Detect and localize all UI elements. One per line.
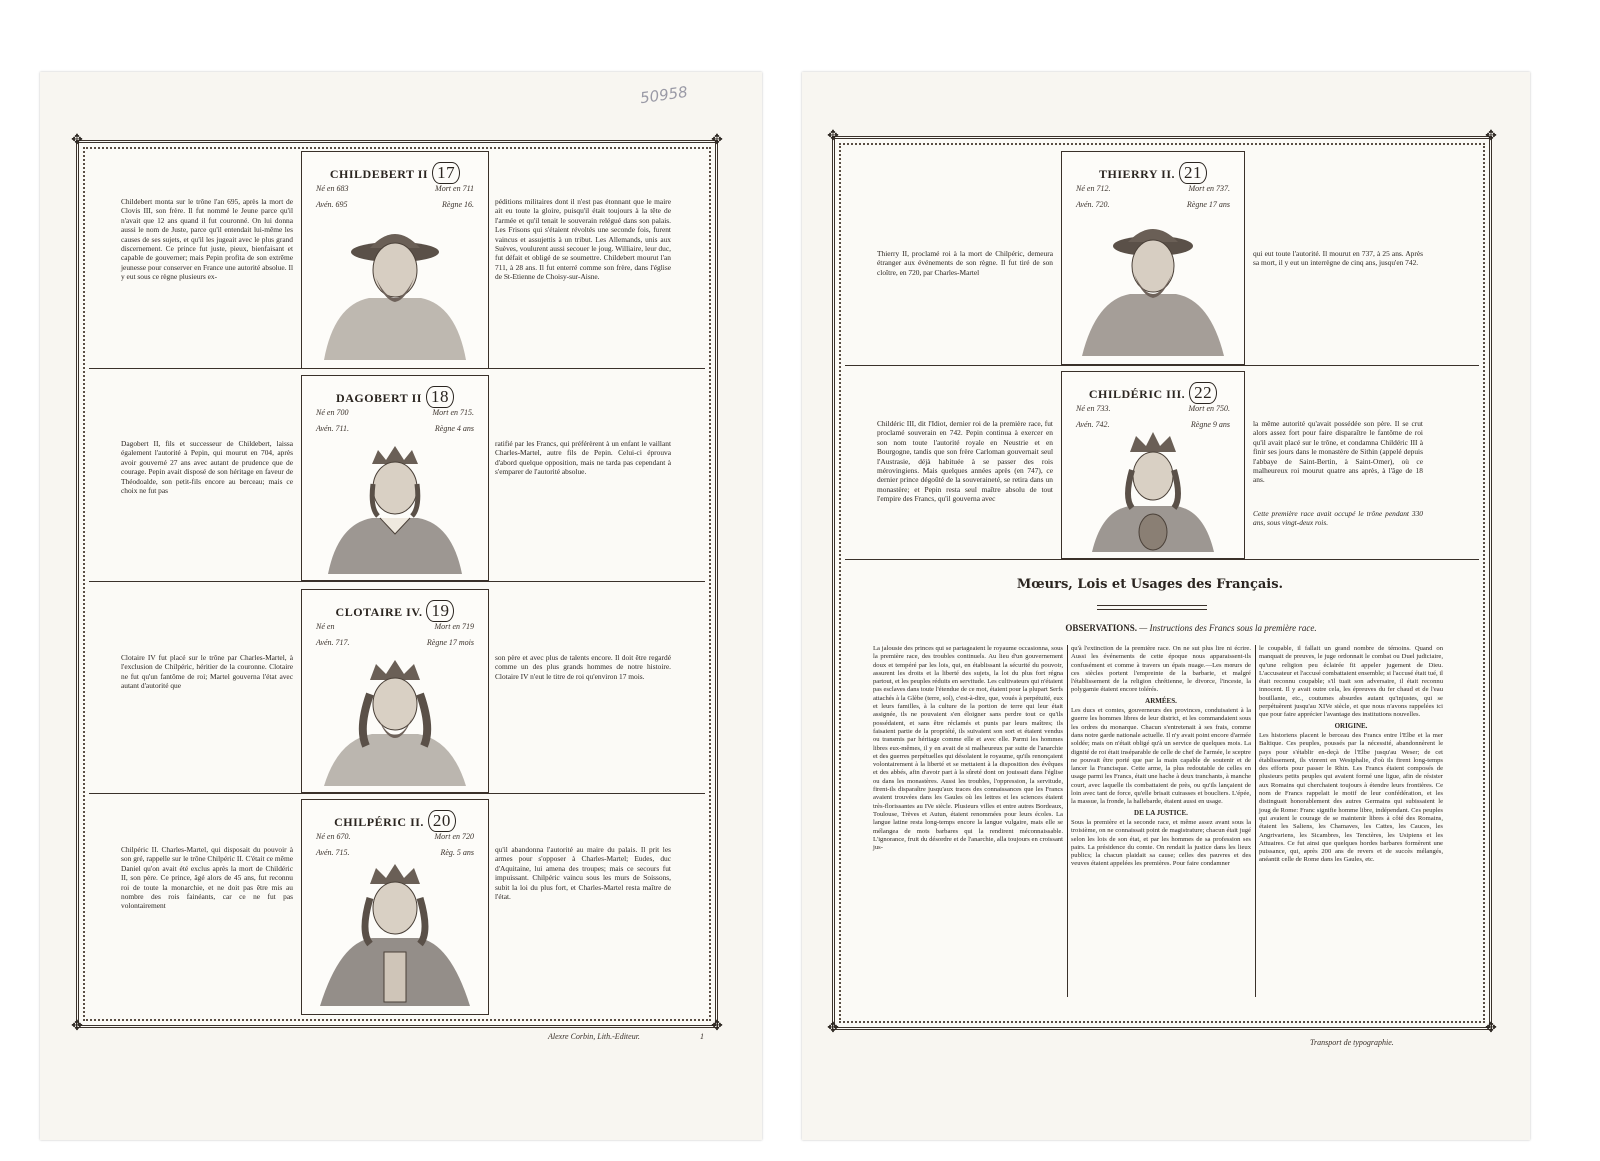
observations-label: OBSERVATIONS. xyxy=(1065,623,1138,633)
section-title-divider xyxy=(1097,605,1207,610)
king-19-number: 19 xyxy=(426,600,454,622)
left-sheet xyxy=(40,72,762,1140)
king-18-accession: Avén. 711. xyxy=(316,424,349,433)
king-20-text-right: qu'il abandonna l'autorité au maire du palais. Il prit les armes pour s'opposer à Charles-Martel; Eudes, duc d'Aquitaine, lui amena des troupes; mais ce secours fut impuissant. Chilpéric vaincu sous les murs de Soissons, subit la loi du plus fort, et Charles-Martel resta maître de l'état. xyxy=(495,845,671,902)
right-sheet xyxy=(802,72,1530,1140)
king-17-number: 17 xyxy=(432,162,460,184)
king-22-portrait-engraving xyxy=(1074,420,1232,552)
king-20-reign: Règ. 5 ans xyxy=(440,848,474,857)
left-ornamental-frame: ✥ ✥ ✥ ✥ Childebert monta sur le trône l'an 695, après la mort de Clovis III, son frère. Il fut nommé le Jeune parce qu'il n'avait que 12 ans quand il fut couronné. On lui donna aussi le nom de Juste, parce qu'il entendait lui-même les causes de ses sujets, et qu'il les jugeait avec le plus grand discernement. Ce prince fut juste, pieux, bienfaisant et capable de gouverner; mais Pepin profita de son extrême jeunesse pour conserver en France une autorité absolue. Il y eut sous ce règne plusieurs ex- CHILDEBERT II 17 Né en 683 Mort en 711 Avén. 695 Règne 16. péditions militaires dont il n'est pas étonnant que le maire ait eu toute la gloire, puisqu'il était toujours à la tête de l'armée et qu'il tenait le souverain relégué dans son palais. Les Frisons qui s'étaient révoltés une seconde fois, furent vaincus et assujettis à un tribut. Les Allemands, unis aux Suèves, voulurent aussi secouer le joug. Williaire, leur duc, fut défait et obligé de se soumettre. Childebert mourut l'an 711, à 28 ans. Il fut enterré comme son frère, dans l'église de St-Etienne de Choisy-sur-Aisne. Dagobert II, fils et successeur de Childebert, laissa également l'autorité à Pepin, qui mourut en 704, après avoir gouverné 27 ans avec autant de prudence que de courage. Pepin avait disposé de son héritage en faveur de Théodoalde, son petit-fils encore au berceau; mais ce choix ne fut pas DAGOBERT II 18 Né en 700 Mort en 715. Avén. 711. Règne 4 ans ratifié par les Francs, qui préférèrent à un enfant le vaillant Charles-Martel, autre fils de Pepin. Celui-ci éprouva d'abord quelque opposition, mais ne tarda pas cependant à s'emparer de l'autorité absolue. Clotaire IV fut placé sur le trône par Charles-Martel, à l'exclusion de Chilpéric, héritier de la couronne. Clotaire ne fut qu'un fantôme de roi; Martel gouverna l'état avec autant d'autorité que CLOTAIRE IV. 19 Né en Mort en 719 Avén. 717. Règne 17 mois son père et avec plus de talents encore. Il doit être regardé comme un des plus grands hommes de notre histoire. Clotaire IV n'eut le titre de roi qu'environ 17 mois. Chilpéric II. Charles-Martel, qui disposait du pouvoir à son gré, rappelle sur le trône Chilpéric II. C'était ce même Daniel qu'on avait été exclus après la mort de Childéric II, son père. Ce prince, âgé alors de 45 ans, fut reconnu roi de toute la monarchie, et ne doit pas être mis au nombre des rois fainéants, car ce ne fut pas volontairement CHILPÉRIC II. 20 Né en 670. Mort en 720 Avén. 715. Règ. 5 ans qu'il abandonna l'autorité au maire du palais. Il prit les armes pour s'opposer à Charles-Martel; Eudes, duc d'Aquitaine, lui amena des troupes; mais ce secours fut impuissant. Chilpéric vaincu sous les murs de Soissons, subit la loi du plus fort, et Charles-Martel resta maître de l'état. xyxy=(71,133,723,1034)
king-18-died: Mort en 715. xyxy=(432,408,474,417)
right-ornamental-frame: ✥ ✥ ✥ ✥ Thierry II, proclamé roi à la mort de Chilpéric, demeura étranger aux événements de son règne. Il fut tiré de son cloître, en 720, par Charles-Martel THIERRY II. 21 Né en 712. Mort en 737. Avén. 720. Règne 17 ans qui eut toute l'autorité. Il mourut en 737, à 25 ans. Après sa mort, il y eut un interrègne de cinq ans, jusqu'en 742. Childéric III, dit l'Idiot, dernier roi de la première race, fut proclamé souverain en 742. Pepin continua à exercer en son nom toute l'autorité royale en Neustrie et en Bourgogne, tandis que son frère Carloman gouvernait seul l'Austrasie, déjà habituée à se passer des rois mérovingiens. Mais quelques années après (en 747), ce dernier prince dégoûté de la souveraineté, se retira dans un monastère; et Pepin resta seul maître absolu de tout l'empire des Francs, qu'il gouverna avec CHILDÉRIC III. 22 Né en 733. Mort en 750. Avén. 742. Règne 9 ans la même autorité qu'avait possédée son père. Il se crut alors assez fort pour faire disparaître le fantôme de roi qu'il avait placé sur le trône, et condamna Childéric III à finir ses jours dans le monastère de Sithin (appelé depuis l'abbaye de Saint-Bertin, à Saint-Omer), où ce malheureux roi mourut quatre ans après, à l'âge de 18 ans. Cette première race avait occupé le trône pendant 330 ans, sous vingt-deux rois. Mœurs, Lois et Usages des Français. OBSERVATIONS. — Instructions des Francs sous la première race. La jalousie des princes qui se partageaient le royaume occasionna, sous la première race, des troubles continuels. Au lieu d'un gouvernement doux et tempéré par les lois, qui, en établissant la sécurité du pouvoir, assurent les droits et la liberté des sujets, la loi du plus fort régna partout, et les peuples réduits en servitude. Les cultivateurs qui n'étaient pas esclaves dans toute l'étendue de ce mot, étaient pour la plupart Serfs attachés à la Glèbe (terre, sol), c'est-à-dire, que, voués à perpétuité, eux et leurs familles, à la culture de la portion de terre qui leur était assignée, ils ne pouvaient s'en éloigner sans perdre tout ce qu'ils possédaient, et sans être réclamés et punis par leurs maîtres; ils faisaient partie de la propriété, ils suivaient son sort et étaient vendus ou transmis par héritage comme elle et avec elle. Parmi les hommes libres eux-mêmes, il y en avait de si malheureux par suite de l'anarchie et des guerres perpétuelles qui désolaient le royaume, qu'ils renonçaient volontairement à la liberté et se mettaient à la disposition des évêques et des abbés, afin d'avoir part à la sûreté dont on jouissait dans l'église ou dans les monastères. Aussi les troubles, l'oppression, la servitude, firent-ils disparaître jusqu'aux traces des connaissances que les Francs avaient trouvées dans les Gaules où les lettres et les sciences étaient très-florissantes au IVe siècle. Plusieurs villes et entre autres Bordeaux, Toulouse, Trèves et Autun, étaient renommées pour leurs écoles. La langue latine resta long-temps encore la langue vulgaire, mais elle se mélangea de mots barbares qui la rendirent méconnaissable. L'ignorance, fruit du désordre et de l'anarchie, alla toujours en croissant jus- qu'à l'extinction de la première race. On ne sut plus lire ni écrire. Aussi les événements de cette époque nous apparaissent-ils confusément et comme à travers un épais nuage.—Les mœurs de ces siècles portent l'empreinte de la barbarie, et malgré l'établissement de la religion chrétienne, le divorce, l'inceste, la polygamie étaient encore tolérés. ARMÉES. Les ducs et comtes, gouverneurs des provinces, conduisaient à la guerre les hommes libres de leur district, et les commandaient sous les ordres du monarque. Chacun s'entretenait à ses frais, comme dans notre garde nationale actuelle. Il n'y avait point encore d'armée soldée; mais on n'était obligé qu'à un service de quelques mois. La dignité de roi était inséparable de celle de chef de l'armée, le sceptre ne pouvait être porté que par la main capable de soutenir et de lancer la Francisque. Cette arme, la plus redoutable de celles en usage parmi les Francs, était une hache à deux tranchants, à manche court, avec laquelle ils combattaient de près, ou qu'ils lançaient de loin avec tant de force, qu'elle brisait cuirasses et boucliers. L'épée, la massue, la fronde, la hallebarde, étaient aussi en usage. DE LA JUSTICE. Sous la première et la seconde race, et même assez avant sous la troisième, on ne connaissait point de magistrature; chacun était jugé selon les lois de son état, et par les hommes de sa profession ses pairs. La présidence du comte. On rendait la justice dans les lieux publics; la chacun plaidait sa cause; celles des pauvres et des veuves étaient appelées les premières. Pour faire condamner le coupable, il fallait un grand nombre de témoins. Quand on manquait de preuves, le juge ordonnait le combat ou Duel judiciaire, qu'une religion peu éclairée fit appeler jugement de Dieu. L'accusateur et l'accusé combattaient ensemble; si l'accusé était tué, il était reconnu coupable; s'il tuait son adversaire, il était reconnu innocent. Il y avait outre cela, les épreuves du fer chaud et de l'eau bouillante, etc., coutumes absurdes autant qu'injustes, qui se perpétuèrent jusqu'au XIVe siècle, et que nous n'avons rappelées ici que pour faire apprécier l'avantage des institutions nouvelles. ORIGINE. Les historiens placent le berceau des Francs entre l'Elbe et la mer Baltique. Ces peuples, poussés par la nécessité, abandonnèrent le pays pour s'établir en-deçà de l'Elbe jusqu'au Weser; de cet établissement, ils vinrent en Westphalie, d'où ils firent long-temps des efforts pour passer le Rhin. Les Francs étaient composés de plusieurs petits peuples qui avaient formé une ligue, afin de résister aux Romains qui cherchaient toujours à étendre leurs frontières. Ce nom de Francs rappelait le motif de leur confédération, et les distinguait honorablement des autres Germains qui subissaient le joug de Rome: Franc signifie homme libre, indépendant. Ces peuples qui avaient le courage de se maintenir libres à côté des Romains, étaient les Saliens, les Chamaves, les Cattes, les Cauces, les Angrivariens, les Sicambres, les Tenctères, les Usipiens et les Attuaires. Ce fut ainsi que quelques hordes barbares formèrent une puissance, qui, après 200 ans de revers et de succès mélangés, anéantit celle de Rome dans les Gaules, etc. xyxy=(827,129,1497,1036)
king-20-number: 20 xyxy=(428,810,456,832)
justice-heading: DE LA JUSTICE. xyxy=(1134,808,1188,817)
king-18-reign: Règne 4 ans xyxy=(434,424,474,433)
king-21-portrait-engraving xyxy=(1074,200,1232,356)
king-21-reign: Règne 17 ans xyxy=(1186,200,1230,209)
king-18-name: DAGOBERT II xyxy=(336,391,422,405)
king-19-reign: Règne 17 mois xyxy=(426,638,474,647)
king-22-text-note: Cette première race avait occupé le trône pendant 330 ans, sous vingt-deux rois. xyxy=(1253,509,1423,528)
king-21-text-right: qui eut toute l'autorité. Il mourut en 737, à 25 ans. Après sa mort, il y eut un interrègne de cinq ans, jusqu'en 742. xyxy=(1253,249,1423,268)
king-17-text-left: Childebert monta sur le trône l'an 695, après la mort de Clovis III, son frère. Il fut nommé le Jeune parce qu'il n'avait que 12 ans quand il fut couronné. On lui donna aussi le nom de Juste, parce qu'il entendait lui-même les causes de ses sujets, et qu'il les jugeait avec le plus grand discernement. Ce prince fut juste, pieux, bienfaisant et capable de gouverner; mais Pepin profita de son extrême jeunesse pour conserver en France une autorité absolue. Il y eut sous ce règne plusieurs ex- xyxy=(121,197,293,282)
king-21-born: Né en 712. xyxy=(1076,184,1111,193)
king-19-text-left: Clotaire IV fut placé sur le trône par Charles-Martel, à l'exclusion de Chilpéric, héritier de la couronne. Clotaire ne fut qu'un fantôme de roi; Martel gouverna l'état avec autant d'autorité que xyxy=(121,653,293,691)
king-21-number: 21 xyxy=(1179,162,1207,184)
observations-column-3 xyxy=(1259,645,1443,865)
king-20-accession: Avén. 715. xyxy=(316,848,350,857)
left-footer-page-number: 1 xyxy=(700,1032,704,1041)
handwritten-inventory-note: 50958 xyxy=(638,82,689,108)
origine-heading: ORIGINE. xyxy=(1334,721,1368,730)
right-footer-note: Transport de typographie. xyxy=(1310,1038,1394,1047)
king-19-text-right: son père et avec plus de talents encore. Il doit être regardé comme un des plus grands hommes de notre histoire. Clotaire IV n'eut le titre de roi qu'environ 17 mois. xyxy=(495,653,671,681)
king-18-text-left: Dagobert II, fils et successeur de Childebert, laissa également l'autorité à Pepin, qui mourut en 704, après avoir gouverné 27 ans avec autant de prudence que de courage. Pepin avait disposé de son héritage en faveur de Théodoalde, son petit-fils encore au berceau; mais ce choix ne fut pas xyxy=(121,439,293,496)
observations-column-2 xyxy=(1071,645,1251,869)
king-18-born: Né en 700 xyxy=(316,408,349,417)
king-20-died: Mort en 720 xyxy=(434,832,474,841)
king-19-portrait-engraving xyxy=(314,638,476,786)
armees-heading: ARMÉES. xyxy=(1145,696,1177,705)
king-21-text-left: Thierry II, proclamé roi à la mort de Chilpéric, demeura étranger aux événements de son règne. Il fut tiré de son cloître, en 720, par Charles-Martel xyxy=(877,249,1053,277)
left-footer-publisher: Alexre Corbin, Lith.-Editeur. xyxy=(548,1032,640,1041)
king-20-name: CHILPÉRIC II. xyxy=(334,815,424,829)
king-19-born: Né en xyxy=(316,622,335,631)
king-17-portrait-panel xyxy=(301,151,489,369)
king-19-name: CLOTAIRE IV. xyxy=(335,605,423,619)
justice-text: Sous la première et la seconde race, et même assez avant sous la troisième, on ne connaissait point de magistrature; chacun était jugé selon les lois de son état, et par les hommes de sa profession ses pairs. La présidence du comte. On rendait la justice dans les lieux publics; la chacun plaidait sa cause; celles des pauvres et des veuves étaient appelées les premières. Pour faire condamner xyxy=(1071,818,1251,868)
king-18-portrait-panel xyxy=(301,375,489,581)
col2-intro-text: qu'à l'extinction de la première race. On ne sut plus lire ni écrire. Aussi les événements de cette époque nous apparaissent-ils confusément et comme à travers un épais nuage.—Les mœurs de ces siècles portent l'empreinte de la barbarie, et malgré l'établissement de la religion chrétienne, le divorce, l'inceste, la polygamie étaient encore tolérés. xyxy=(1071,645,1251,694)
king-22-died: Mort en 750. xyxy=(1188,404,1230,413)
king-17-reign: Règne 16. xyxy=(442,200,474,209)
king-19-accession: Avén. 717. xyxy=(316,638,350,647)
king-20-portrait-engraving xyxy=(314,848,476,1006)
observations-subtitle: — Instructions des Francs sous la première race. xyxy=(1139,623,1317,633)
section-title: Mœurs, Lois et Usages des Français. xyxy=(1016,577,1284,592)
king-21-died: Mort en 737. xyxy=(1188,184,1230,193)
king-22-born: Né en 733. xyxy=(1076,404,1111,413)
observations-column-1 xyxy=(873,645,1063,852)
king-20-text-left: Chilpéric II. Charles-Martel, qui disposait du pouvoir à son gré, rappelle sur le trône Chilpéric II. C'était ce même Daniel qu'on avait été exclus après la mort de Childéric II, son père. Ce prince, âgé alors de 45 ans, fut reconnu roi de toute la monarchie, et ne doit pas être mis au nombre des rois fainéants, car ce ne fut pas volontairement xyxy=(121,845,293,911)
king-17-text-right: péditions militaires dont il n'est pas étonnant que le maire ait eu toute la gloire, puisqu'il était toujours à la tête de l'armée et qu'il tenait le souverain relégué dans son palais. Les Frisons qui s'étaient révoltés une seconde fois, furent vaincus et assujettis à un tribut. Les Allemands, unis aux Suèves, voulurent aussi secouer le joug. Williaire, leur duc, fut défait et obligé de se soumettre. Childebert mourut l'an 711, à 28 ans. Il fut enterré comme son frère, dans l'église de St-Etienne de Choisy-sur-Aisne. xyxy=(495,197,671,282)
king-22-text-left: Childéric III, dit l'Idiot, dernier roi de la première race, fut proclamé souverain en 742. Pepin continua à exercer en son nom toute l'autorité royale en Neustrie et en Bourgogne, tandis que son frère Carloman gouvernait seul l'Austrasie, déjà habituée à se passer des rois mérovingiens. Mais quelques années après (en 747), ce dernier prince dégoûté de la souveraineté, se retira dans un monastère; et Pepin resta seul maître absolu de tout l'empire des Francs, qu'il gouverna avec xyxy=(877,419,1053,504)
king-22-accession: Avén. 742. xyxy=(1076,420,1110,429)
king-17-born: Né en 683 xyxy=(316,184,349,193)
king-22-portrait-panel xyxy=(1061,371,1245,559)
king-19-portrait-panel xyxy=(301,589,489,793)
king-21-accession: Avén. 720. xyxy=(1076,200,1110,209)
king-21-name: THIERRY II. xyxy=(1099,167,1175,181)
king-18-text-right: ratifié par les Francs, qui préférèrent à un enfant le vaillant Charles-Martel, autre fils de Pepin. Celui-ci éprouva d'abord quelque opposition, mais ne tarda pas cependant à s'emparer de l'autorité absolue. xyxy=(495,439,671,477)
king-22-reign: Règne 9 ans xyxy=(1190,420,1230,429)
king-18-number: 18 xyxy=(426,386,454,408)
origine-text: Les historiens placent le berceau des Francs entre l'Elbe et la mer Baltique. Ces peuples, poussés par la nécessité, abandonnèrent le pays pour s'établir en-deçà de l'Elbe jusqu'au Weser; de cet établissement, ils vinrent en Westphalie, d'où ils firent long-temps des efforts pour passer le Rhin. Les Francs étaient composés de plusieurs petits peuples qui avaient formé une ligue, afin de résister aux Romains qui cherchaient toujours à étendre leurs frontières. Ce nom de Francs rappelait le motif de leur confédération, et les distinguait honorablement des autres Germains qui subissaient le joug de Rome: Franc signifie homme libre, indépendant. Ces peuples qui avaient le courage de se maintenir libres à côté des Romains, étaient les Saliens, les Chamaves, les Cattes, les Cauces, les Angrivariens, les Sicambres, les Tenctères, les Usipiens et les Attuaires. Ce fut ainsi que quelques hordes barbares formèrent une puissance, qui, après 200 ans de revers et de succès mélangés, anéantit celle de Rome dans les Gaules, etc. xyxy=(1259,731,1443,864)
king-17-portrait-engraving xyxy=(314,200,476,360)
king-20-portrait-panel xyxy=(301,799,489,1015)
king-22-number: 22 xyxy=(1189,382,1217,404)
king-22-text-right: la même autorité qu'avait possédée son père. Il se crut alors assez fort pour faire disparaître le fantôme de roi qu'il avait placé sur le trône, et condamna Childéric III à finir ses jours dans le monastère de Sithin (appelé depuis l'abbaye de Saint-Bertin, à Saint-Omer), où ce malheureux roi mourut quatre ans après, à l'âge de 18 ans. xyxy=(1253,419,1423,485)
king-20-born: Né en 670. xyxy=(316,832,351,841)
armees-text: Les ducs et comtes, gouverneurs des provinces, conduisaient à la guerre les hommes libres de leur district, et les commandaient sous les ordres du monarque. Chacun s'entretenait à ses frais, comme dans notre garde nationale actuelle. Il n'y avait point encore d'armée soldée; mais on n'était obligé qu'à un service de quelques mois. La dignité de roi était inséparable de celle de chef de l'armée, le sceptre ne pouvait être porté que par la main capable de soutenir et de lancer la Francisque. Cette arme, la plus redoutable de celles en usage parmi les Francs, était une hache à deux tranchants, à manche court, avec laquelle ils combattaient de près, ou qu'ils lançaient de loin avec tant de force, qu'elle brisait cuirasses et boucliers. L'épée, la massue, la fronde, la hallebarde, étaient aussi en usage. xyxy=(1071,707,1251,806)
king-21-portrait-panel xyxy=(1061,151,1245,365)
king-17-name: CHILDEBERT II xyxy=(329,167,429,181)
king-17-accession: Avén. 695 xyxy=(316,200,348,209)
king-17-died: Mort en 711 xyxy=(435,184,474,193)
king-22-name: CHILDÉRIC III. xyxy=(1088,387,1186,401)
king-19-died: Mort en 719 xyxy=(434,622,474,631)
col3-intro-text: le coupable, il fallait un grand nombre de témoins. Quand on manquait de preuves, le juge ordonnait le combat ou Duel judiciaire, qu'une religion peu éclairée fit appeler jugement de Dieu. L'accusateur et l'accusé combattaient ensemble; si l'accusé était tué, il était reconnu coupable; s'il tuait son adversaire, il était reconnu innocent. Il y avait outre cela, les épreuves du fer chaud et de l'eau bouillante, etc., coutumes absurdes autant qu'injustes, qui se perpétuèrent jusqu'au XIVe siècle, et que nous n'avons rappelées ici que pour faire apprécier l'avantage des institutions nouvelles. xyxy=(1259,645,1443,719)
col1-text: La jalousie des princes qui se partageaient le royaume occasionna, sous la première race, des troubles continuels. Au lieu d'un gouvernement doux et tempéré par les lois, qui, en établissant la sécurité du pouvoir, assurent les droits et la liberté des sujets, la loi du plus fort régna partout, et les peuples réduits en servitude. Les cultivateurs qui n'étaient pas esclaves dans toute l'étendue de ce mot, étaient pour la plupart Serfs attachés à la Glèbe (terre, sol), c'est-à-dire, que, voués à perpétuité, eux et leurs familles, à la culture de la portion de terre qui leur était assignée, ils ne pouvaient s'en éloigner sans perdre tout ce qu'ils possédaient, et sans être réclamés et punis par leurs maîtres; ils faisaient partie de la propriété, ils suivaient son sort et étaient vendus ou transmis par héritage comme elle et avec elle. Parmi les hommes libres eux-mêmes, il y en avait de si malheureux par suite de l'anarchie et des guerres perpétuelles qui désolaient le royaume, qu'ils renonçaient volontairement à la liberté et se mettaient à la disposition des évêques et des abbés, afin d'avoir part à la sûreté dont on jouissait dans l'église ou dans les monastères. Aussi les troubles, l'oppression, la servitude, firent-ils disparaître jusqu'aux traces des connaissances que les Francs avaient trouvées dans les Gaules où les lettres et les sciences étaient très-florissantes au IVe siècle. Plusieurs villes et entre autres Bordeaux, Toulouse, Trèves et Autun, étaient renommées pour leurs écoles. La langue latine resta long-temps encore la langue vulgaire, mais elle se mélangea de mots barbares qui la rendirent méconnaissable. L'ignorance, fruit du désordre et de l'anarchie, alla toujours en croissant jus- xyxy=(873,645,1063,852)
observations-line xyxy=(971,623,1411,633)
king-18-portrait-engraving xyxy=(314,424,476,574)
